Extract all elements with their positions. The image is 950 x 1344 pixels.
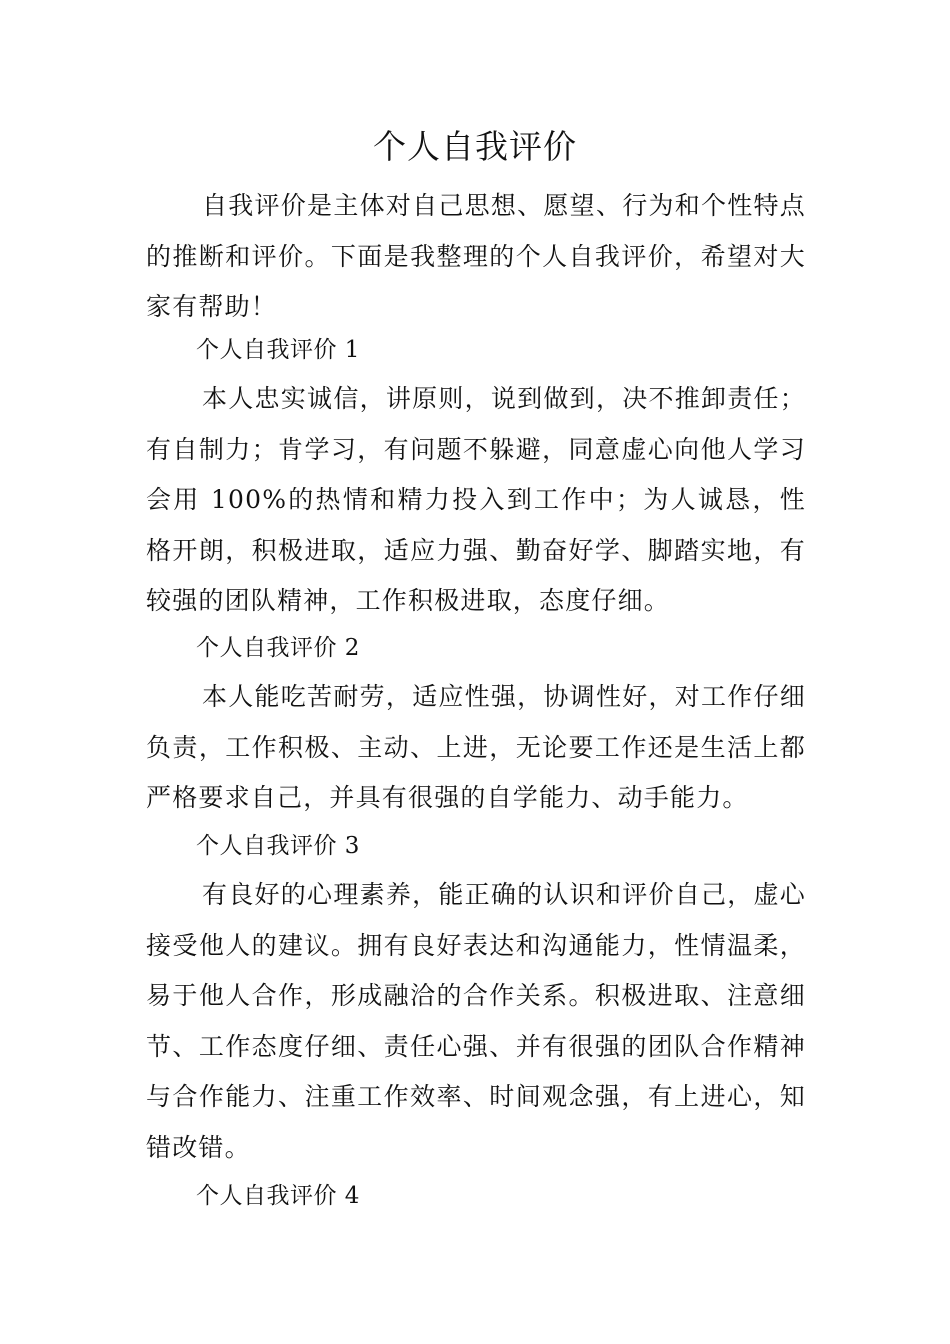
section-heading-4: 个人自我评价 4 [196, 1183, 360, 1209]
section-heading-1: 个人自我评价 1 [196, 337, 360, 363]
section-body-1: 本人忠实诚信，讲原则，说到做到，决不推卸责任；有自制力；肯学习，有问题不躲避，同意虚心向他人学习会用 100%的热情和精力投入到工作中；为人诚恳，性格开朗，积极进取，适应力强、勤奋好学、脚踏实地，有较强的团队精神，工作积极进取，态度仔细。 [146, 384, 806, 615]
section-body-3: 有良好的心理素养，能正确的认识和评价自己，虚心接受他人的建议。拥有良好表达和沟通能力，性情温柔，易于他人合作，形成融洽的合作关系。积极进取、注意细节、工作态度仔细、责任心强、并有很强的团队合作精神与合作能力、注重工作效率、时间观念强，有上进心，知错改错。 [146, 880, 806, 1162]
section-heading-2: 个人自我评价 2 [196, 635, 360, 661]
section-heading-3: 个人自我评价 3 [196, 833, 360, 859]
intro-paragraph: 自我评价是主体对自己思想、愿望、行为和个性特点的推断和评价。下面是我整理的个人自我评价，希望对大家有帮助！ [146, 191, 806, 321]
section-body-2: 本人能吃苦耐劳，适应性强，协调性好，对工作仔细负责，工作积极、主动、上进，无论要工作还是生活上都严格要求自己，并具有很强的自学能力、动手能力。 [146, 682, 806, 812]
page-title: 个人自我评价 [373, 127, 577, 166]
